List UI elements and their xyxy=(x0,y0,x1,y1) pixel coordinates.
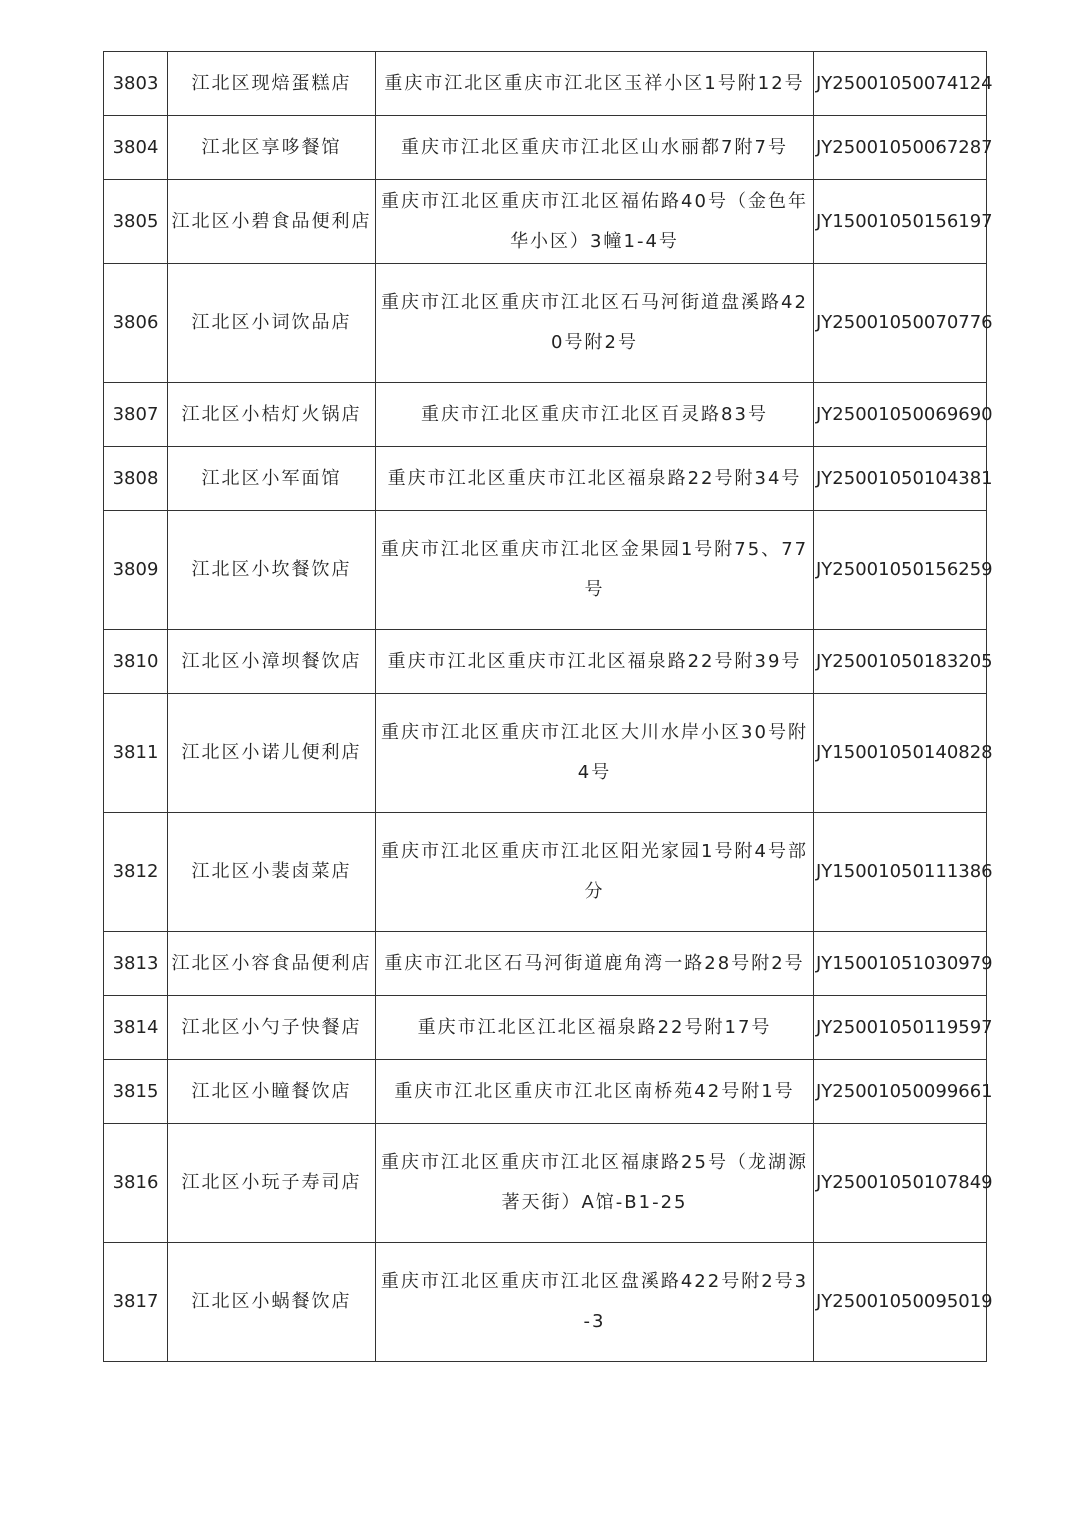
row-number: 3806 xyxy=(104,264,168,383)
row-number: 3809 xyxy=(104,511,168,630)
license-number: JY25001050067287 xyxy=(814,116,987,180)
license-number: JY15001050111386 xyxy=(814,813,987,932)
store-address: 重庆市江北区重庆市江北区福佑路40号（金色年华小区）3幢1-4号 xyxy=(376,180,814,264)
license-number: JY15001050156197 xyxy=(814,180,987,264)
store-address: 重庆市江北区江北区福泉路22号附17号 xyxy=(376,996,814,1060)
row-number: 3805 xyxy=(104,180,168,264)
store-address: 重庆市江北区重庆市江北区玉祥小区1号附12号 xyxy=(376,52,814,116)
store-address: 重庆市江北区重庆市江北区福康路25号（龙湖源著天街）A馆-B1-25 xyxy=(376,1124,814,1243)
license-number: JY25001050074124 xyxy=(814,52,987,116)
row-number: 3804 xyxy=(104,116,168,180)
license-number: JY25001050107849 xyxy=(814,1124,987,1243)
license-number: JY25001050099661 xyxy=(814,1060,987,1124)
license-number: JY15001051030979 xyxy=(814,932,987,996)
row-number: 3811 xyxy=(104,694,168,813)
store-name: 江北区小勺子快餐店 xyxy=(168,996,376,1060)
license-number: JY25001050104381 xyxy=(814,447,987,511)
store-name: 江北区小军面馆 xyxy=(168,447,376,511)
row-number: 3812 xyxy=(104,813,168,932)
store-name: 江北区小坎餐饮店 xyxy=(168,511,376,630)
row-number: 3803 xyxy=(104,52,168,116)
row-number: 3816 xyxy=(104,1124,168,1243)
store-address: 重庆市江北区石马河街道鹿角湾一路28号附2号 xyxy=(376,932,814,996)
row-number: 3815 xyxy=(104,1060,168,1124)
row-number: 3810 xyxy=(104,630,168,694)
table-row xyxy=(104,694,987,813)
table-row xyxy=(104,1060,987,1124)
table-row xyxy=(104,180,987,264)
license-number: JY25001050183205 xyxy=(814,630,987,694)
row-number: 3817 xyxy=(104,1243,168,1362)
table-row xyxy=(104,383,987,447)
store-address: 重庆市江北区重庆市江北区百灵路83号 xyxy=(376,383,814,447)
table-row xyxy=(104,932,987,996)
license-number: JY25001050119597 xyxy=(814,996,987,1060)
store-name: 江北区小容食品便利店 xyxy=(168,932,376,996)
license-number: JY25001050156259 xyxy=(814,511,987,630)
store-address: 重庆市江北区重庆市江北区福泉路22号附34号 xyxy=(376,447,814,511)
store-address: 重庆市江北区重庆市江北区山水丽都7附7号 xyxy=(376,116,814,180)
table-row xyxy=(104,1243,987,1362)
store-address: 重庆市江北区重庆市江北区阳光家园1号附4号部分 xyxy=(376,813,814,932)
store-address: 重庆市江北区重庆市江北区南桥苑42号附1号 xyxy=(376,1060,814,1124)
license-table xyxy=(103,51,993,1362)
license-number: JY25001050095019 xyxy=(814,1243,987,1362)
table-row xyxy=(104,813,987,932)
row-number: 3808 xyxy=(104,447,168,511)
store-name: 江北区小词饮品店 xyxy=(168,264,376,383)
store-name: 江北区小瞳餐饮店 xyxy=(168,1060,376,1124)
license-number: JY15001050140828 xyxy=(814,694,987,813)
store-name: 江北区小裴卤菜店 xyxy=(168,813,376,932)
table-row xyxy=(104,264,987,383)
store-address: 重庆市江北区重庆市江北区金果园1号附75、77号 xyxy=(376,511,814,630)
license-number: JY25001050070776 xyxy=(814,264,987,383)
store-address: 重庆市江北区重庆市江北区石马河街道盘溪路420号附2号 xyxy=(376,264,814,383)
table-row xyxy=(104,511,987,630)
table-row xyxy=(104,116,987,180)
store-name: 江北区小玩子寿司店 xyxy=(168,1124,376,1243)
store-name: 江北区小蜗餐饮店 xyxy=(168,1243,376,1362)
license-number: JY25001050069690 xyxy=(814,383,987,447)
store-name: 江北区小诺儿便利店 xyxy=(168,694,376,813)
store-name: 江北区小桔灯火锅店 xyxy=(168,383,376,447)
store-name: 江北区小漳坝餐饮店 xyxy=(168,630,376,694)
store-name: 江北区现焙蛋糕店 xyxy=(168,52,376,116)
table-row xyxy=(104,447,987,511)
table-row xyxy=(104,52,987,116)
table-row xyxy=(104,630,987,694)
row-number: 3814 xyxy=(104,996,168,1060)
table-row xyxy=(104,1124,987,1243)
store-address: 重庆市江北区重庆市江北区福泉路22号附39号 xyxy=(376,630,814,694)
row-number: 3807 xyxy=(104,383,168,447)
table-row xyxy=(104,996,987,1060)
row-number: 3813 xyxy=(104,932,168,996)
store-name: 江北区享哆餐馆 xyxy=(168,116,376,180)
store-address: 重庆市江北区重庆市江北区盘溪路422号附2号3-3 xyxy=(376,1243,814,1362)
store-address: 重庆市江北区重庆市江北区大川水岸小区30号附4号 xyxy=(376,694,814,813)
store-name: 江北区小碧食品便利店 xyxy=(168,180,376,264)
